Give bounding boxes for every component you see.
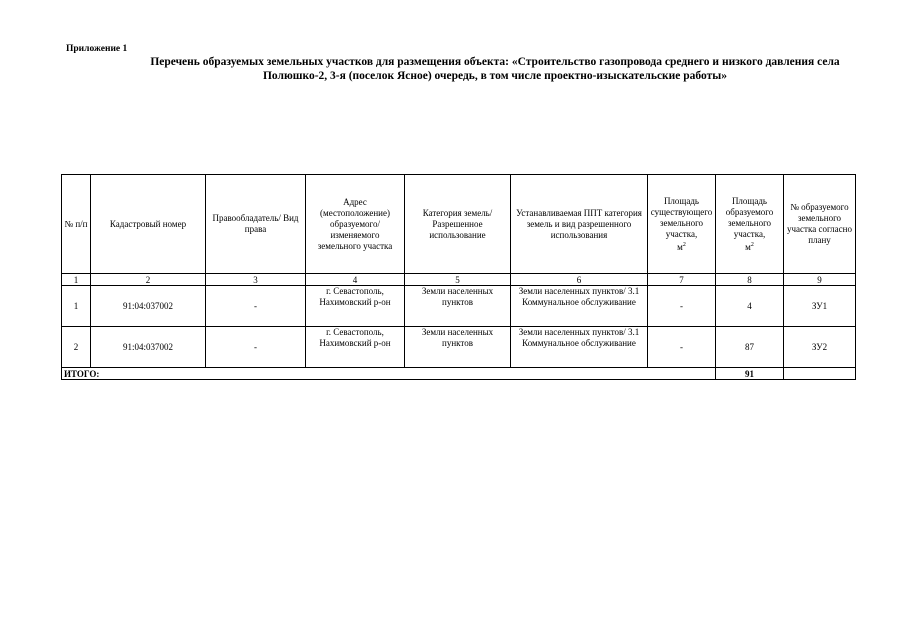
cell-category: Земли населенных пунктов [405,286,511,327]
header-num: № п/п [62,175,91,274]
cell-area-new: 87 [716,327,784,368]
column-number: 4 [306,274,405,286]
column-number: 8 [716,274,784,286]
document-title: Перечень образуемых земельных участков для размещения объекта: «Строительство газопровода среднего и низкого давления села Полюшко-2, 3-я (поселок Ясное) очередь, в том числе проектно-изыскательские работы» [150,56,840,82]
cell-num: 1 [62,286,91,327]
header-category: Категория земель/ Разрешенное использование [405,175,511,274]
area-unit: м [745,241,751,252]
cell-ppt: Земли населенных пунктов/ 3.1 Коммунальное обслуживание [511,327,648,368]
cell-plot: ЗУ2 [784,327,856,368]
area-unit-sup: 2 [750,241,754,248]
cell-ppt: Земли населенных пунктов/ 3.1 Коммунальное обслуживание [511,286,648,327]
cell-address: г. Севастополь, Нахимовский р-он [306,327,405,368]
cell-plot: ЗУ1 [784,286,856,327]
cell-owner: - [206,327,306,368]
cell-cadastral: 91:04:037002 [91,286,206,327]
column-number: 9 [784,274,856,286]
cell-area-new: 4 [716,286,784,327]
column-number: 7 [648,274,716,286]
cell-area-existing: - [648,327,716,368]
total-value: 91 [716,368,784,380]
cell-address: г. Севастополь, Нахимовский р-он [306,286,405,327]
area-unit: м [677,241,683,252]
table-header-row [62,175,856,274]
appendix-label: Приложение 1 [66,44,128,54]
column-number: 2 [91,274,206,286]
cell-category: Земли населенных пунктов [405,327,511,368]
cell-cadastral: 91:04:037002 [91,327,206,368]
total-empty-cell [784,368,856,380]
table-row [62,327,856,368]
column-number: 3 [206,274,306,286]
header-address: Адрес (местоположение) образуемого/ изменяемого земельного участка [306,175,405,274]
cell-owner: - [206,286,306,327]
column-number: 5 [405,274,511,286]
area-unit-sup: 2 [682,241,686,248]
table-row [62,286,856,327]
total-row [62,368,856,380]
header-area-new [716,175,784,274]
land-plots-table [61,174,856,380]
header-area-existing-text: Площадь существующего земельного участка, [650,195,713,239]
total-label: ИТОГО: [62,368,716,380]
header-owner: Правообладатель/ Вид права [206,175,306,274]
column-number: 6 [511,274,648,286]
header-cadastral: Кадастровый номер [91,175,206,274]
column-number: 1 [62,274,91,286]
header-area-existing [648,175,716,274]
header-ppt: Устанавливаемая ППТ категория земель и вид разрешенного использования [511,175,648,274]
cell-num: 2 [62,327,91,368]
column-numbers-row [62,274,856,286]
header-plot: № образуемого земельного участка согласно плану [784,175,856,274]
header-area-new-text: Площадь образуемого земельного участка, [725,195,774,239]
cell-area-existing: - [648,286,716,327]
